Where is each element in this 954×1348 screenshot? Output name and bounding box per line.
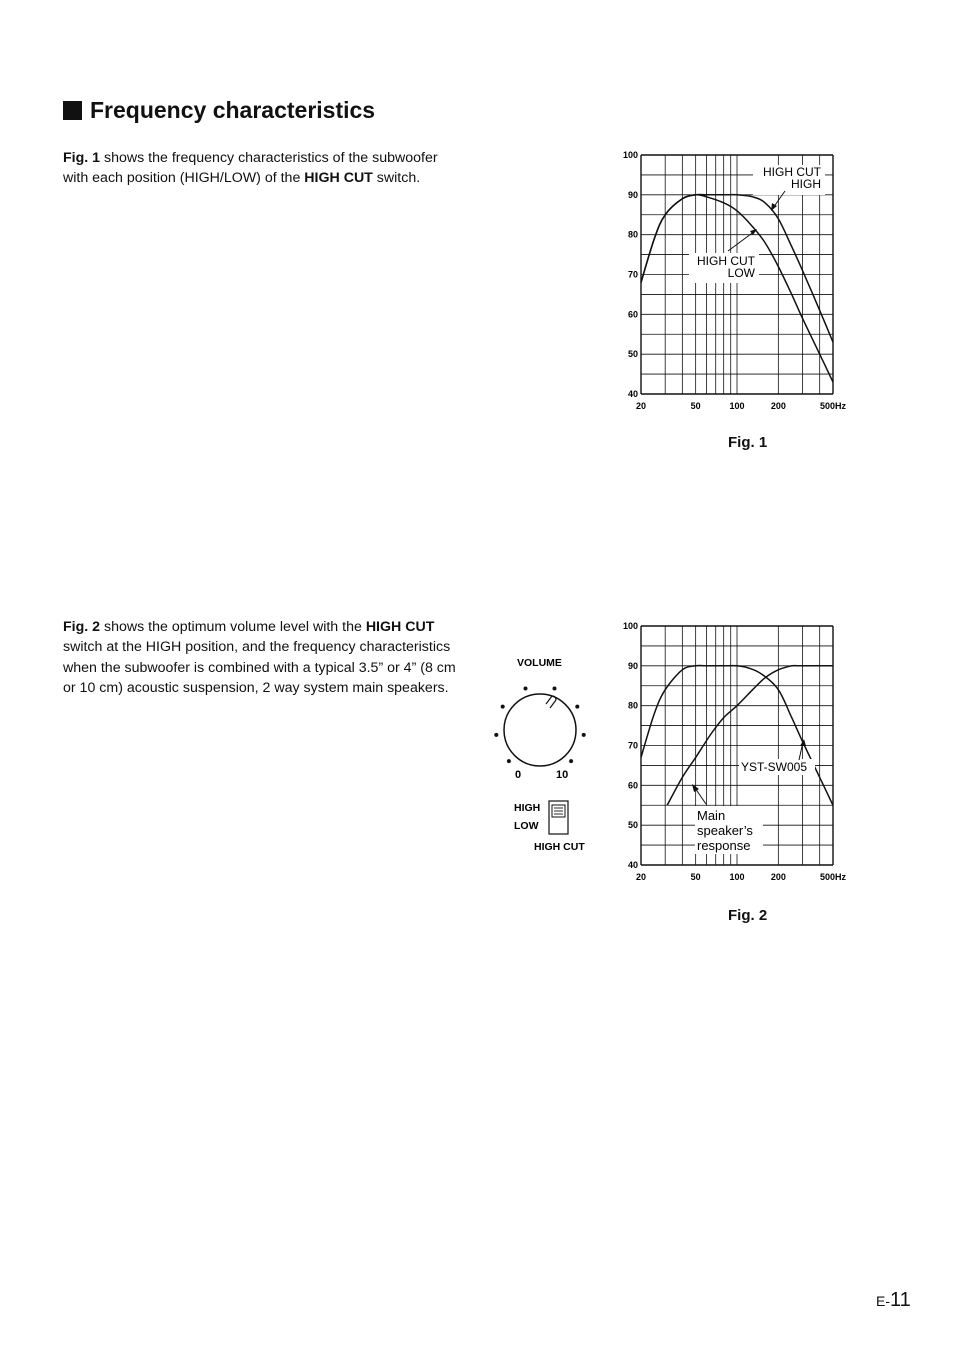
para2-text: shows the optimum volume level with the — [100, 619, 366, 635]
fig2-x-tick-label: 200 — [770, 872, 786, 882]
volume-scale-dot — [494, 733, 498, 737]
fig2-description — [63, 617, 458, 699]
fig2-y-axis — [623, 621, 638, 870]
fig1-low-label: LOW — [727, 266, 755, 280]
fig2-y-tick-label: 90 — [627, 660, 638, 671]
para2-text-end: switch at the HIGH position, and the frequency characteristics when the subwoofer is combined with a typical 3.5” or 4” (8 cm or 10 cm) acoustic suspension, 2 way system main speakers. — [63, 639, 456, 697]
fig2-yst-label: YST-SW005 — [741, 760, 808, 774]
fig1-y-tick-label: 60 — [627, 309, 638, 320]
section-heading — [63, 97, 375, 124]
volume-scale-dot — [524, 687, 528, 691]
fig1-annotation-high — [753, 165, 825, 211]
fig2-response-label: response — [697, 838, 751, 853]
fig1-caption: Fig. 1 — [728, 434, 768, 451]
fig2-speakers-label: speaker’s — [697, 823, 753, 838]
fig1-x-tick-label: 200 — [770, 401, 786, 411]
controls-illustration — [490, 650, 600, 860]
volume-min-label: 0 — [515, 769, 522, 781]
fig1-x-tick-label: 50 — [690, 401, 701, 411]
para1-text-end: switch. — [372, 170, 421, 187]
fig1-low-cut-label: HIGH CUT — [697, 254, 755, 268]
fig2-main-label: Main — [697, 808, 726, 823]
page-number-value: 11 — [890, 1289, 911, 1311]
fig2-y-tick-label: 40 — [627, 860, 638, 870]
fig1-y-axis — [623, 150, 638, 399]
volume-scale-dot — [569, 759, 573, 763]
fig2-x-axis — [636, 872, 847, 882]
fig1-y-tick-label: 70 — [627, 269, 638, 280]
volume-scale-dot — [575, 705, 579, 709]
fig2-annotation-subwoofer — [739, 739, 815, 775]
fig2-caption: Fig. 2 — [728, 907, 768, 924]
page-number-prefix: E- — [876, 1293, 890, 1309]
fig1-high-cut-label: HIGH CUT — [763, 165, 821, 179]
fig2-x-tick-label: 20 — [635, 872, 647, 882]
fig1-y-tick-label: 100 — [622, 150, 638, 160]
para1-text: shows the frequency characteristics of the subwoofer with each position (HIGH/LOW) of the — [63, 150, 438, 187]
fig1-x-tick-label: 20 — [635, 401, 647, 411]
fig2-annotation-main — [692, 784, 763, 854]
fig1-x-axis — [636, 401, 847, 411]
fig2-y-tick-label: 80 — [627, 700, 638, 711]
volume-knob[interactable] — [504, 694, 576, 766]
fig2-chart — [615, 616, 855, 891]
fig1-y-tick-label: 80 — [627, 229, 638, 240]
fig2-y-tick-label: 100 — [622, 621, 638, 631]
page-number — [876, 1289, 911, 1312]
fig1-x-tick-label: 100 — [729, 401, 745, 411]
volume-scale-dot — [507, 759, 511, 763]
fig1-x-tick-label: 500Hz — [820, 401, 847, 411]
fig1-y-tick-label: 50 — [627, 349, 638, 360]
fig1-chart — [615, 145, 855, 420]
fig2-ref: Fig. 2 — [63, 619, 101, 635]
high-cut-switch-label: HIGH CUT — [534, 841, 585, 853]
fig2-y-tick-label: 50 — [627, 820, 638, 831]
fig2-y-tick-label: 70 — [627, 740, 638, 751]
volume-scale-dot — [501, 705, 505, 709]
switch-knob-icon — [552, 805, 565, 817]
fig2-x-tick-label: 50 — [690, 872, 701, 882]
para2-switch-name: HIGH CUT — [365, 619, 435, 635]
fig2-series-1-line — [667, 666, 833, 806]
switch-low-label: LOW — [514, 820, 539, 832]
para1-switch-name: HIGH CUT — [304, 170, 373, 187]
fig1-y-tick-label: 90 — [627, 189, 638, 200]
fig2-x-tick-label: 500Hz — [820, 872, 847, 882]
switch-high-label: HIGH — [514, 802, 541, 814]
fig1-ref: Fig. 1 — [63, 150, 101, 166]
fig1-high-label: HIGH — [791, 177, 821, 191]
volume-label: VOLUME — [517, 657, 562, 669]
fig2-x-tick-label: 100 — [729, 872, 745, 882]
fig1-description — [63, 148, 463, 189]
heading-square-icon — [63, 101, 82, 120]
fig2-y-tick-label: 60 — [627, 780, 638, 791]
heading-text: Frequency characteristics — [90, 97, 376, 123]
volume-scale-dot — [553, 687, 557, 691]
fig1-y-tick-label: 40 — [627, 389, 638, 399]
volume-scale-dot — [582, 733, 586, 737]
volume-max-label: 10 — [556, 769, 569, 781]
